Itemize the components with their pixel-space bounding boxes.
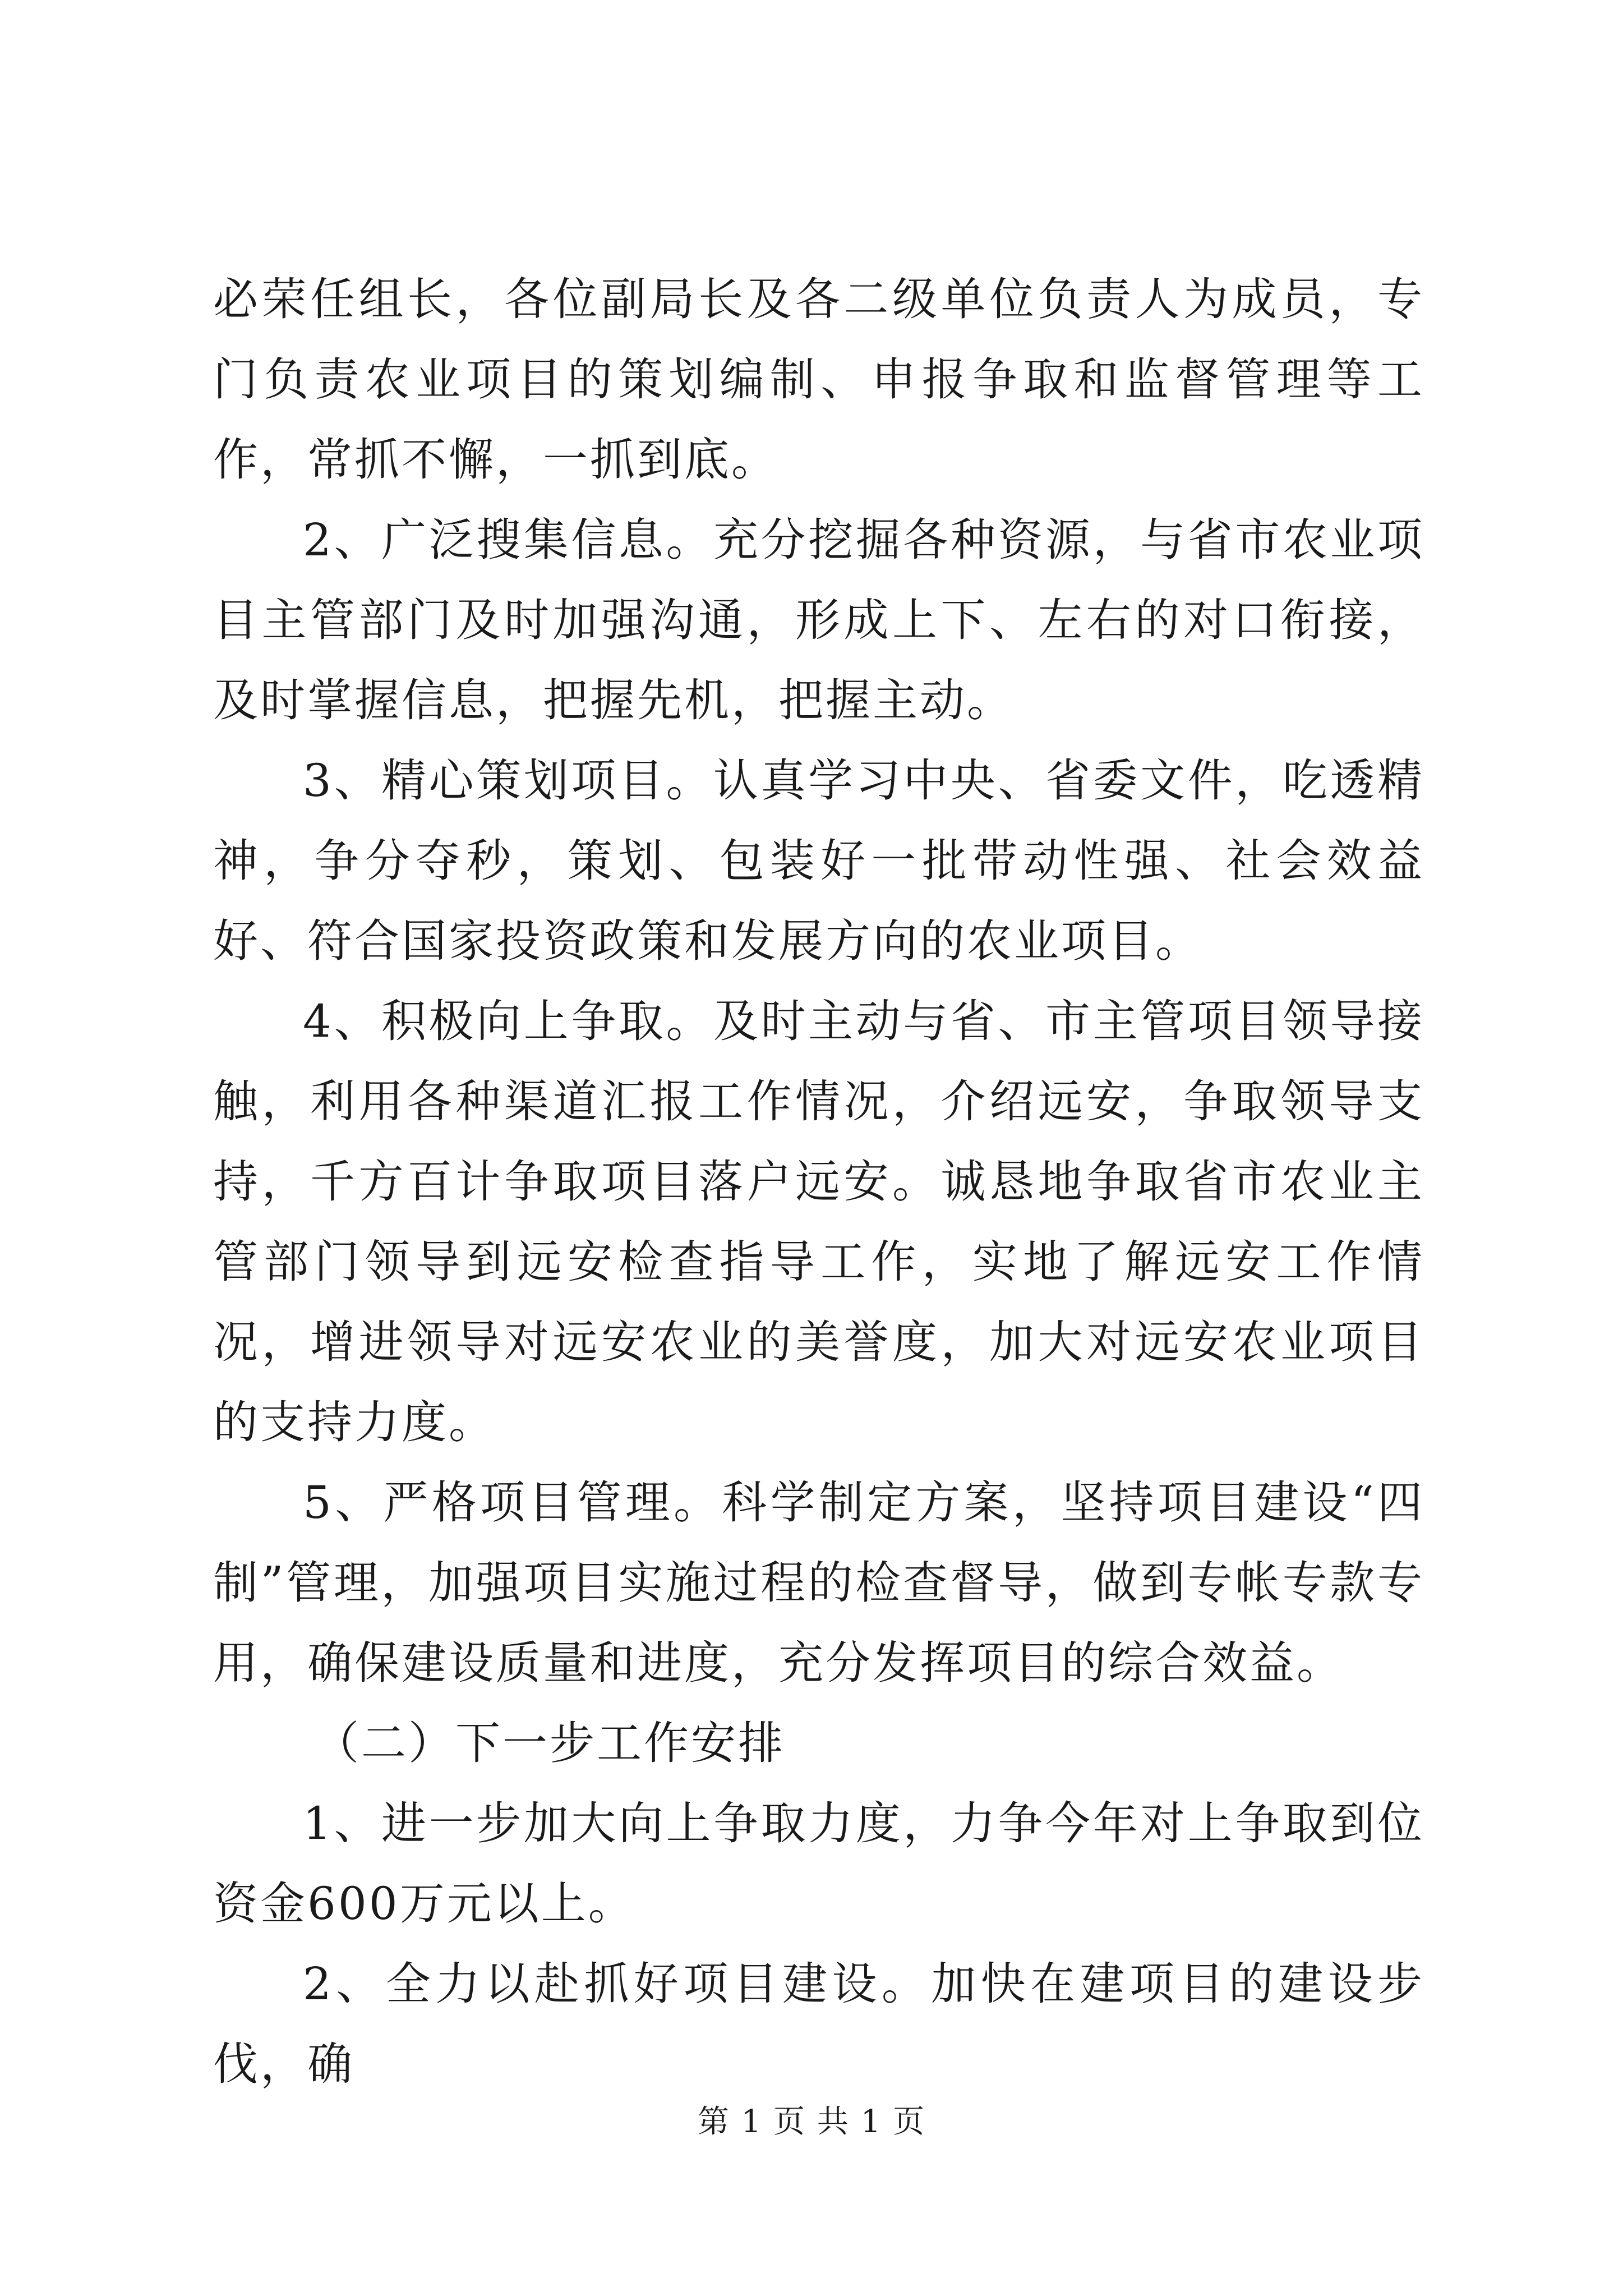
paragraph-project-construction: 2、全力以赴抓好项目建设。加快在建项目的建设步伐，确 — [213, 1958, 1424, 2090]
paragraph-collect-information: 2、广泛搜集信息。充分挖掘各种资源，与省市农业项目主管部门及时加强沟通，形成上下、左右的对口衔接，及时掌握信息，把握先机，把握主动。 — [213, 514, 1424, 726]
document-body — [213, 259, 1424, 2104]
section-heading-next-steps: （二）下一步工作安排 — [314, 1717, 785, 1769]
paragraph-continuation: 必荣任组长，各位副局长及各二级单位负责人为成员，专门负责农业项目的策划编制、申报争取和监督管理等工作，常抓不懈，一抓到底。 — [213, 273, 1424, 486]
page-number-footer: 第 1 页 共 1 页 — [697, 2104, 926, 2140]
paragraph-increase-funding: 1、进一步加大向上争取力度，力争今年对上争取到位资金600万元以上。 — [213, 1797, 1424, 1930]
paragraph-seek-support: 4、积极向上争取。及时主动与省、市主管项目领导接触，利用各种渠道汇报工作情况，介绍远安，争取领导支持，千方百计争取项目落户远安。诚恳地争取省市农业主管部门领导到远安检查指导工作，实地了解远安工作情况，增进领导对远安农业的美誉度，加大对远安农业项目的支持力度。 — [213, 995, 1424, 1448]
paragraph-project-management: 5、严格项目管理。科学制定方案，坚持项目建设“四制”管理，加强项目实施过程的检查督导，做到专帐专款专用，确保建设质量和进度，充分发挥项目的综合效益。 — [213, 1476, 1424, 1689]
paragraph-plan-projects: 3、精心策划项目。认真学习中央、省委文件，吃透精神，争分夺秒，策划、包装好一批带动性强、社会效益好、符合国家投资政策和发展方向的农业项目。 — [213, 754, 1424, 967]
